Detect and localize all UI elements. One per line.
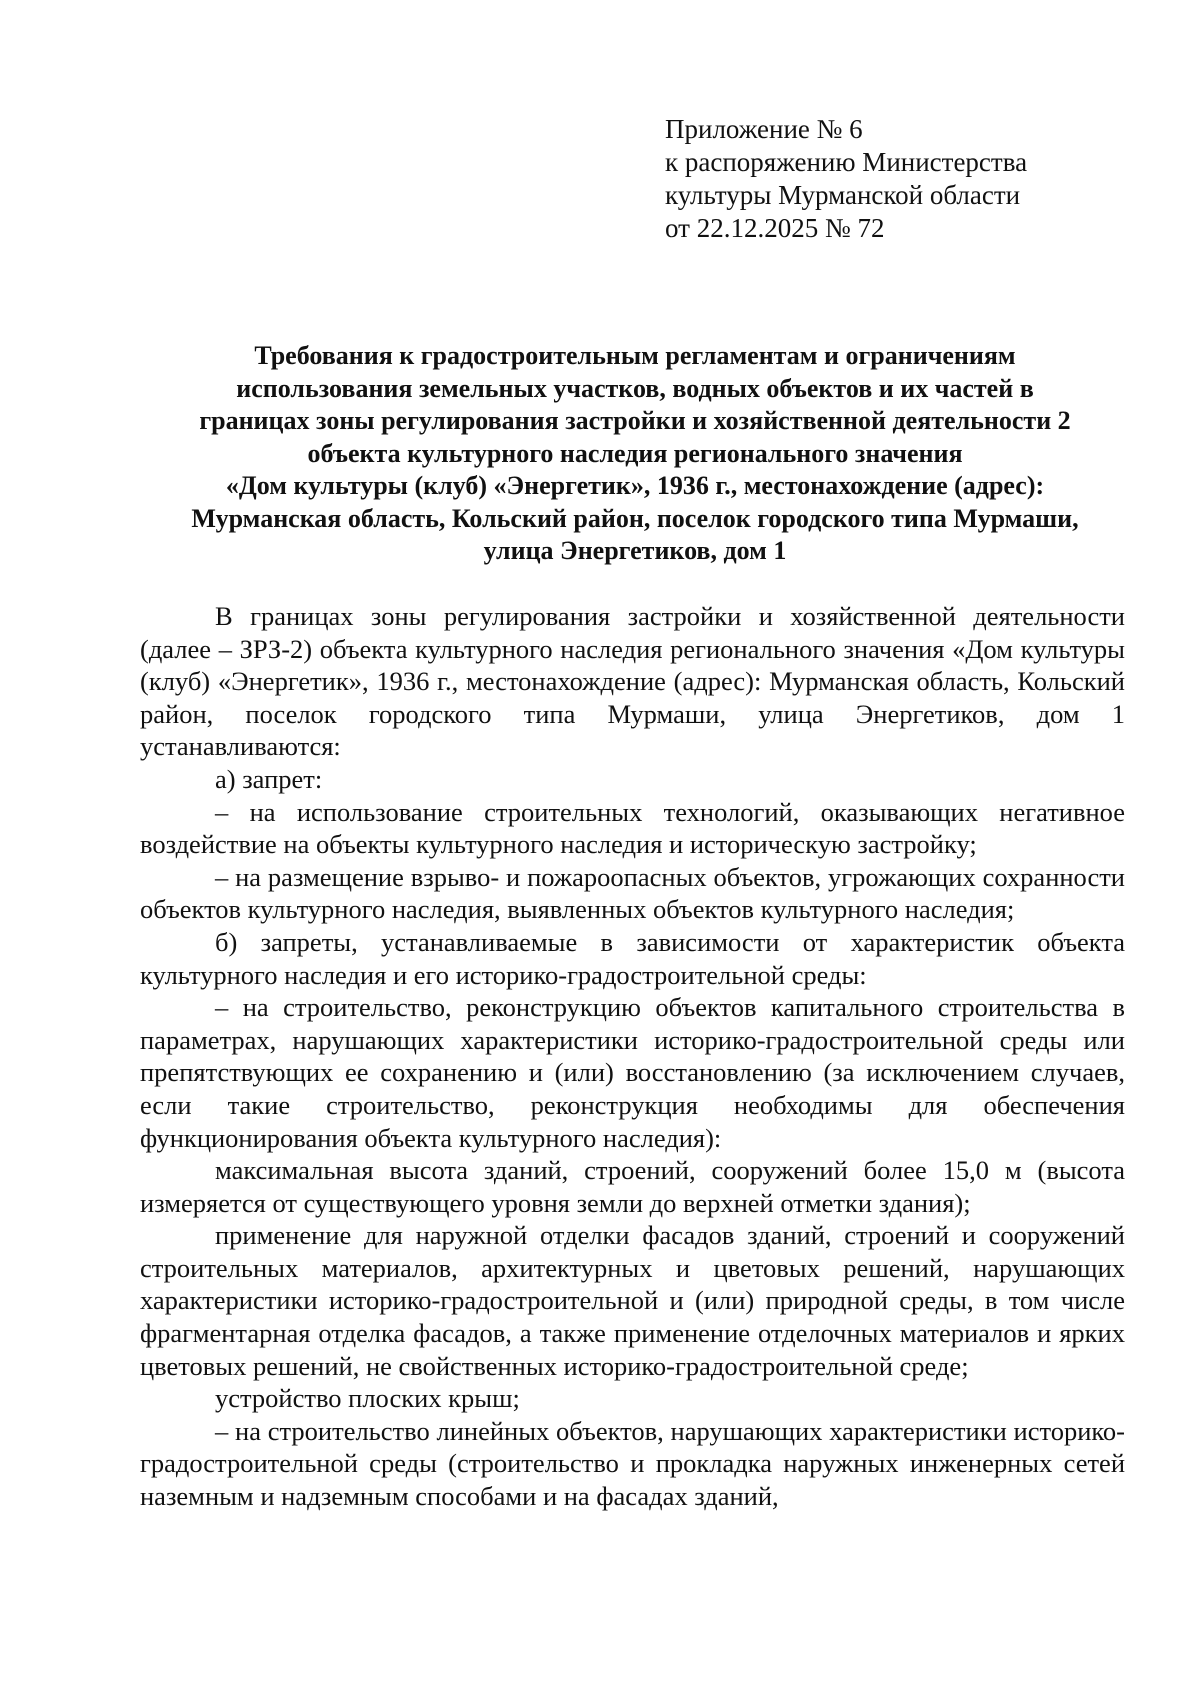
body-paragraph: – на строительство линейных объектов, нарушающих характеристики историко-градостроительной среды (строительство и прокладка наружных инженерных сетей наземным и надземным способами и на фасадах зданий, [140,1415,1125,1512]
body-paragraph: б) запреты, устанавливаемые в зависимости от характеристик объекта культурного наследия и его историко-градостроительной среды: [140,926,1125,990]
body-paragraph: – на строительство, реконструкцию объектов капитального строительства в параметрах, нарушающих характеристики историко-градостроительной среды или препятствующих ее сохранению и (или) восстановлению (за исключением случаев, если такие строительство, реконструкция необходимы для обеспечения функционирования объекта культурного наследия): [140,992,1125,1153]
appendix-line-date: от 22.12.2025 № 72 [665,213,885,243]
title-line: границах зоны регулирования застройки и хозяйственной деятельности 2 [199,406,1071,435]
body-paragraph: максимальная высота зданий, строений, сооружений более 15,0 м (высота измеряется от существующего уровня земли до верхней отметки здания); [140,1155,1125,1218]
appendix-line-ministry: культуры Мурманской области [665,180,1021,210]
appendix-header [665,113,1027,245]
appendix-line-order: к распоряжению Министерства [665,147,1028,177]
title-line: объекта культурного наследия регионального значения [307,438,963,468]
body-paragraph: а) запрет: [215,763,323,794]
body-paragraph: применение для наружной отделки фасадов зданий, строений и сооружений строительных материалов, архитектурных и цветовых решений, нарушающих характеристики историко-градостроительной и (или) природной среды, в том числе фрагментарная отделка фасадов, а также применение отделочных материалов и ярких цветовых решений, не свойственных историко-градостроительной среде; [140,1220,1125,1381]
title-line: использования земельных участков, водных объектов и их частей в [236,373,1034,403]
body-paragraph: – на использование строительных технологий, оказывающих негативное воздействие на объекты культурного наследия и историческую застройку; [140,796,1125,860]
title-line: Требования к градостроительным регламентам и ограничениям [254,341,1016,370]
body-paragraph: – на размещение взрыво- и пожароопасных объектов, угрожающих сохранности объектов культурного наследия, выявленных объектов культурного наследия; [140,861,1125,925]
body-paragraph: устройство плоских крыш; [215,1383,520,1414]
document-body [140,600,1125,1513]
body-paragraph: В границах зоны регулирования застройки и хозяйственной деятельности (далее – ЗРЗ-2) объекта культурного наследия регионального значения «Дом культуры (клуб) «Энергетик», 1936 г., местонахождение (адрес): Мурманская область, Кольский район, поселок городского типа Мурмаши, улица Энергетиков, дом 1 устанавливаются: [140,601,1125,762]
appendix-line-number: Приложение № 6 [665,114,863,144]
title-line: «Дом культуры (клуб) «Энергетик», 1936 г., местонахождение (адрес): [225,471,1045,500]
title-line: улица Энергетиков, дом 1 [483,536,787,565]
title-line: Мурманская область, Кольский район, поселок городского типа Мурмаши, [191,503,1079,533]
document-title [140,340,1130,568]
